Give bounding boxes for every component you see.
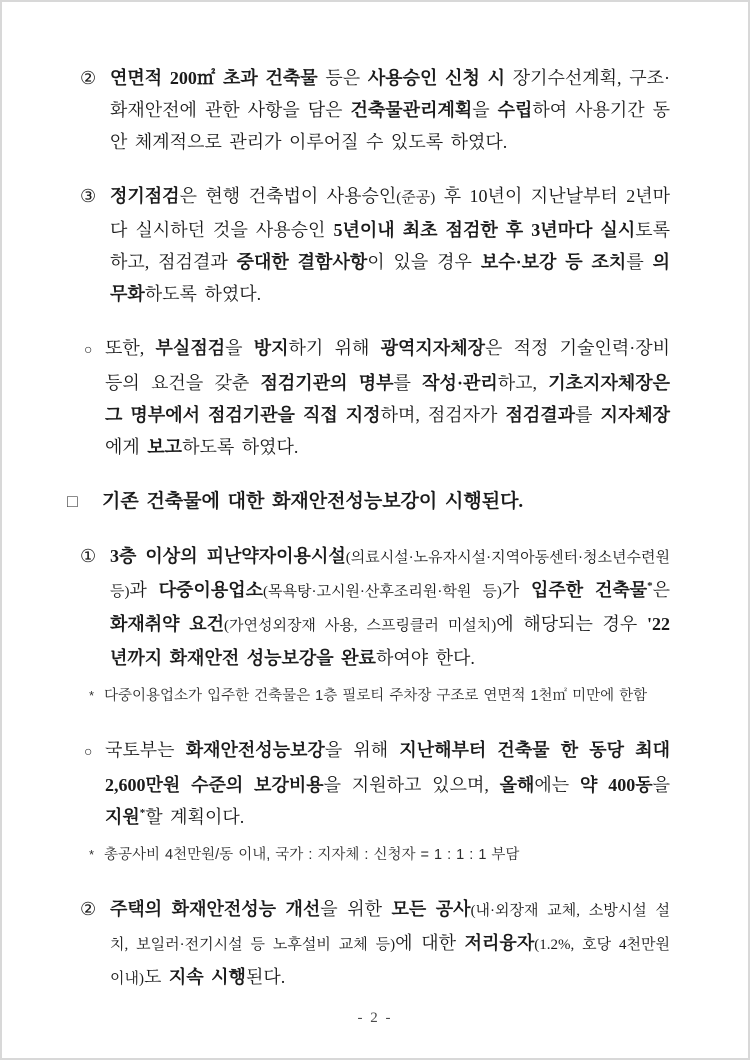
box-bullet-marker: □	[67, 491, 78, 511]
document-body	[2, 2, 748, 1017]
text-run: 하여 사용기간 동안 체계적으로 관리가 이루어질 수 있도록 하였다.	[110, 100, 671, 152]
text-run: 을 위해	[324, 740, 400, 760]
text-run: 에는	[534, 775, 581, 795]
text-run: 를	[393, 373, 423, 393]
text-run: '22년까지 화재안전 성능보강을 완료	[110, 614, 670, 668]
text-run: 광역지자체장	[380, 338, 485, 358]
text-run: 건축물관리계획	[350, 100, 473, 120]
text-run: 연면적 200㎡ 초과 건축물	[110, 68, 318, 88]
text-run: 가	[501, 580, 532, 600]
text-run: 보수·보강 등 조치	[480, 252, 627, 272]
text-run: 이 있을 경우	[367, 252, 481, 272]
numbered-paragraph	[80, 180, 670, 310]
text-run: 토록 하고, 점검결과	[110, 220, 670, 272]
text-run: 화재취약 요건	[110, 614, 224, 634]
text-run: *	[139, 807, 146, 819]
section-heading	[67, 485, 670, 518]
text-run: 을 지원하고 있으며,	[323, 775, 500, 795]
text-run: 에게	[105, 437, 148, 457]
circled-number-marker: ①	[80, 546, 97, 566]
text-run: 다중이용업소가 입주한 건축물은 1층 필로티 주차장 구조로 연면적 1천㎡ 미만에 한함	[104, 688, 648, 704]
text-run: 하도록 하였다.	[144, 284, 262, 304]
text-run: 방지	[253, 338, 289, 358]
text-run: 은 적정 기술인력·장비 등의 요건을 갖춘	[105, 338, 670, 393]
text-run: 점검기관의 명부	[260, 373, 394, 393]
text-run: 국토부는	[105, 740, 186, 760]
text-run: 하기 위해	[288, 338, 381, 358]
text-run: (의료시설·노유자시설·지역아동센터·청소년수련원 등)	[110, 550, 670, 600]
text-run: 다중이용업소	[158, 580, 263, 600]
circle-bullet-marker: ○	[84, 343, 93, 358]
numbered-paragraph	[80, 62, 670, 158]
text-run: 과	[129, 580, 159, 600]
text-run: 지자체장	[600, 405, 670, 425]
text-run: 의무화	[110, 252, 670, 304]
text-run: 보고	[147, 437, 183, 457]
footnote	[89, 845, 670, 865]
text-run: 지속 시행	[168, 967, 246, 987]
numbered-paragraph	[80, 540, 670, 674]
text-run: 을 위한	[320, 899, 392, 919]
text-run: (내·외장재 교체, 소방시설 설치, 보일러·전기시설 등 노후설비 교체 등)	[110, 903, 670, 953]
text-run: *	[647, 580, 653, 592]
text-run: 을	[472, 100, 498, 120]
text-run: 3층 이상의 피난약자이용시설	[110, 546, 346, 566]
text-run: 저리융자	[464, 933, 535, 953]
text-run: 약 400동	[580, 775, 653, 795]
text-run: 를	[575, 405, 601, 425]
text-run: 점검결과	[505, 405, 576, 425]
text-run: 작성·관리	[422, 373, 498, 393]
text-run: 하도록 하였다.	[182, 437, 299, 457]
circled-number-marker: ②	[80, 68, 97, 88]
circled-number-marker: ②	[80, 899, 97, 919]
text-run: 올해	[499, 775, 535, 795]
asterisk-marker: *	[89, 688, 95, 703]
text-run: 할 계획이다.	[145, 807, 245, 827]
text-run: 모든 공사	[391, 899, 471, 919]
text-run: 등은	[317, 68, 368, 88]
text-run: (가연성외장재 사용, 스프링클러 미설치)	[223, 618, 497, 634]
text-run: 하며, 점검자가	[380, 405, 506, 425]
text-run: 를	[626, 252, 653, 272]
page-number: - 2 -	[357, 1010, 393, 1026]
text-run: 중대한 결함사항	[236, 252, 368, 272]
asterisk-marker: *	[89, 847, 95, 862]
text-run: 부실점검	[155, 338, 226, 358]
bullet-paragraph	[84, 734, 670, 833]
text-run: 또한,	[105, 338, 156, 358]
text-run: 하여야 한다.	[375, 648, 475, 668]
text-run: (1.2%, 호당 4천만원 이내)	[110, 937, 670, 987]
text-run: 기초지자체장은 그 명부에서 점검기관을 직접 지정	[105, 373, 670, 425]
text-run: 지원	[105, 807, 140, 827]
text-run: 된다.	[245, 967, 286, 987]
numbered-paragraph	[80, 893, 670, 995]
text-run: 총공사비 4천만원/동 이내, 국가 : 지자체 : 신청자 = 1 : 1 : 1 부담	[104, 847, 520, 863]
text-run: 은 현행 건축법이 사용승인	[179, 186, 397, 206]
footnote	[89, 686, 670, 706]
circle-bullet-marker: ○	[84, 745, 93, 760]
text-run: 에 대한	[395, 933, 465, 953]
text-run: 입주한 건축물	[531, 580, 648, 600]
text-run: 기존 건축물에 대한 화재안전성능보강이 시행된다.	[102, 491, 524, 512]
bullet-paragraph	[84, 332, 670, 463]
text-run: 화재안전성능보강	[185, 740, 325, 760]
text-run: 지난해부터 건축물 한 동당 최대 2,600만원 수준의 보강비용	[105, 740, 670, 795]
text-run: 장기수선계획, 구조·화재안전에 관한 사항을 담은	[110, 68, 670, 120]
text-run: 하고,	[497, 373, 549, 393]
text-run: 5년이내 최초 점검한 후 3년마다 실시	[333, 220, 636, 240]
circled-number-marker: ③	[80, 186, 97, 206]
text-run: 주택의 화재안전성능 개선	[110, 899, 321, 919]
text-run: 을	[225, 338, 254, 358]
text-run: (목욕탕·고시원·산후조리원·학원 등)	[263, 584, 502, 600]
text-run: 도	[143, 967, 169, 987]
text-run: 정기점검	[110, 186, 180, 206]
text-run: 사용승인 신청 시	[367, 68, 505, 88]
text-run: 수립	[497, 100, 533, 120]
text-run: 후 10년이 지난날부터 2년마다 실시하던 것을 사용승인	[110, 186, 670, 240]
text-run: 을	[652, 775, 670, 795]
text-run: (준공)	[396, 190, 436, 206]
text-run: 은	[652, 580, 671, 600]
text-run: 에 해당되는 경우	[496, 614, 647, 634]
